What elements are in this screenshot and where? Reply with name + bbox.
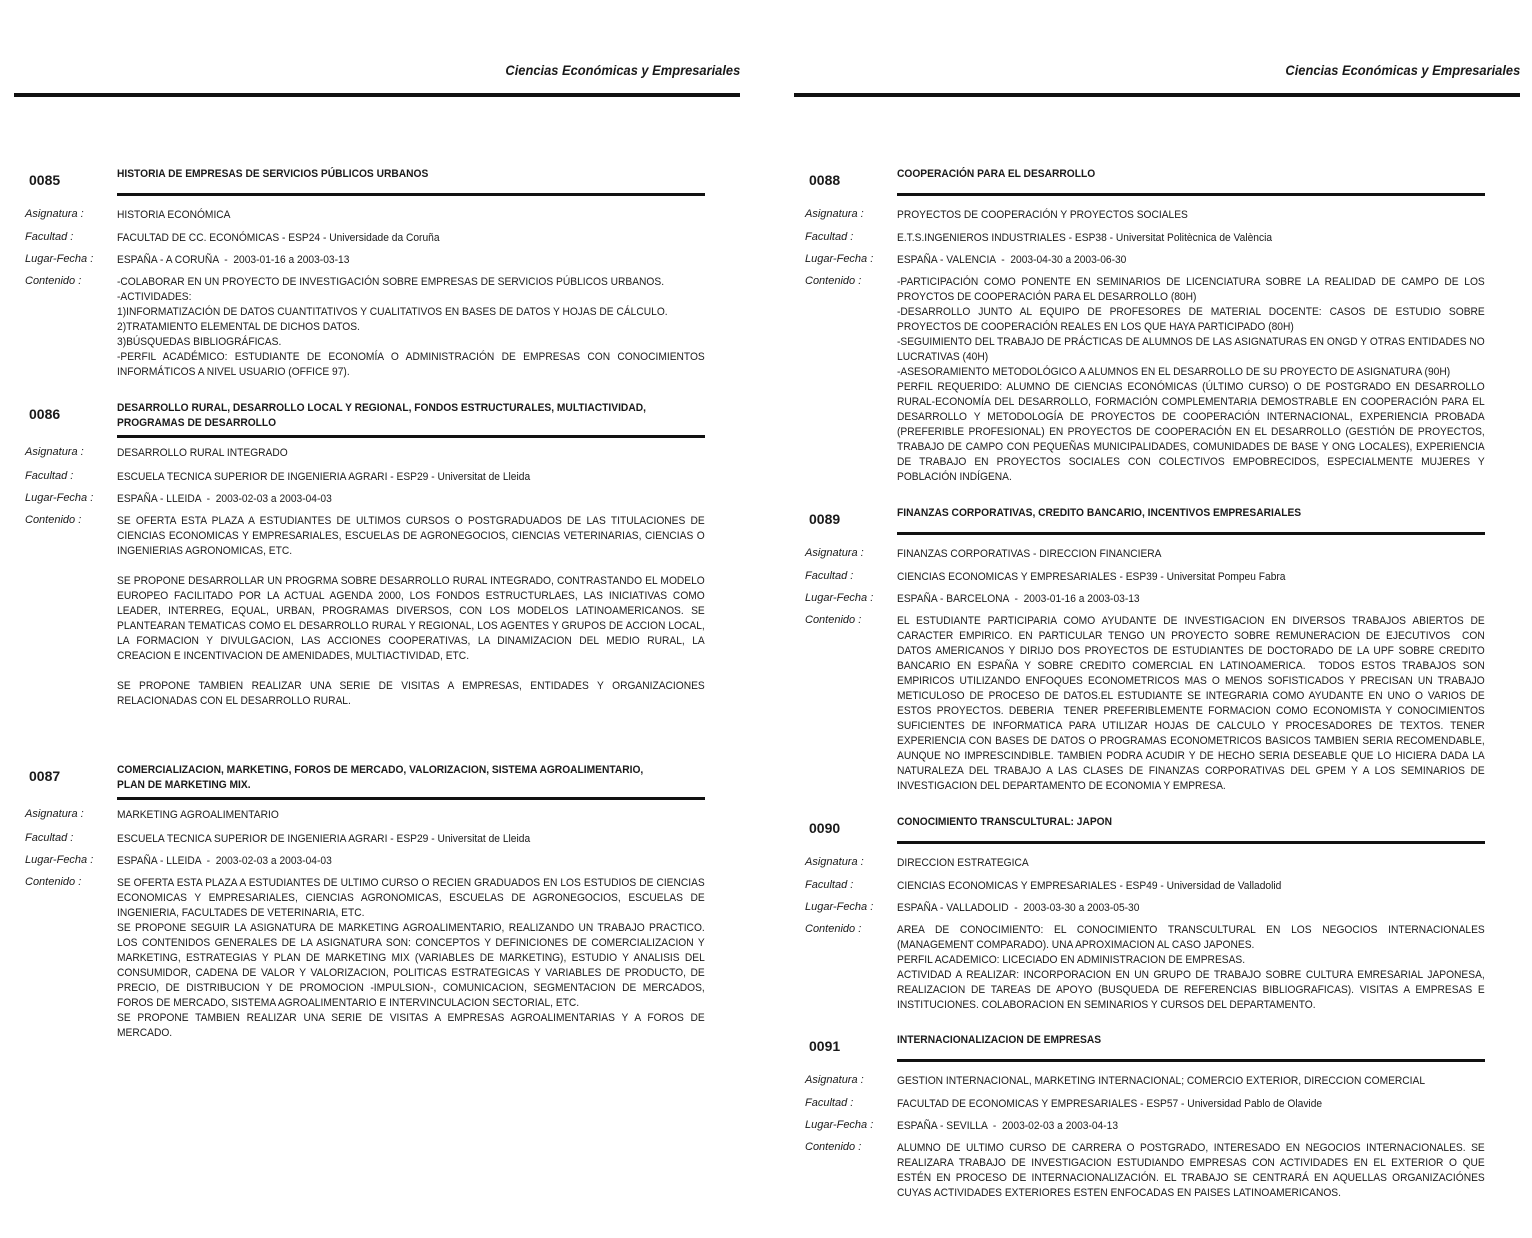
contenido-value: EL ESTUDIANTE PARTICIPARIA COMO AYUDANTE DE INVESTIGACION EN DIVERSOS TRABAJOS ABIERTOS DE CARACTER EMPIRICO. EN PARTICULAR TENGO UN PROYECTO SOBRE REMUNERACION DE EJECUTIVOS CON DATOS AMERICANOS Y DIRIJO DOS PROYECTOS DE ESTUDIANTES DE DOCTORADO DE LA UPF SOBRE CREDITO BANCARIO EN ESPAÑA Y SOBRE CREDITO COMERCIAL EN LATINOAMERICA. TODOS ESTOS TRABAJOS SON EMPIRICOS UTILIZANDO ENFOQUES ECONOMETRICOS MAS O MENOS SOFISTICADOS Y PRECISAN UN TRABAJO METICULOSO DE PROCESO DE DATOS.EL ESTUDIANTE SE INTEGRARIA COMO AYUDANTE EN UNO O VARIOS DE ESTOS PROYECTOS. DEBERIA TENER PREFERIBLEMENTE FORMACION COMO ECONOMISTA Y CONOCIMIENTOS SUFICIENTES DE INFORMATICA PARA UTILIZAR HOJAS DE CALCULO Y PROCESADORES DE TEXTOS. TENER EXPERIENCIA CON BASES DE DATOS O PROGRAMAS ECONOMETRICOS BASICOS TAMBIEN SERIA RECOMENDABLE, AUNQUE NO IMPRESCINDIBLE. TAMBIEN PODRA ACUDIR Y DE HECHO SERIA DESEABLE QUE LO HICIERA DADA LA NATURALEZA DEL TRABAJO A LAS CLASES DE FINANZAS CORPORATIVAS DEL GPEM Y A LOS SEMINARIOS DE INVESTIGACION DEL DEPARTAMENTO DE ECONOMIA Y EMPRESA. <box>897 615 1488 792</box>
entry-0087 <box>14 766 706 1041</box>
label-facultad: Facultad : <box>805 231 854 243</box>
contenido-value: AREA DE CONOCIMIENTO: EL CONOCIMIENTO TRANSCULTURAL EN LOS NEGOCIOS INTERNACIONALES (MANAGEMENT COMPARADO). UNA APROXIMACION AL CASO JAPONES. PERFIL ACADEMICO: LICECIADO EN ADMINISTRACION DE EMPRESAS. ACTIVIDAD A REALIZAR: INCORPORACION EN UN GRUPO DE TRABAJO SOBRE CULTURA EMRESARIAL JAPONESA, REALIZACION DE TAREAS DE APOYO (BUSQUEDA DE REFERENCIAS BIBLIOGRAFICAS). VISITAS A EMPRESAS E INSTITUCIONES. COLABORACION EN SEMINARIOS Y CURSOS DEL DEPARTAMENTO. <box>897 924 1485 1011</box>
entry-0089 <box>794 509 1486 794</box>
label-facultad: Facultad : <box>25 231 74 243</box>
label-facultad: Facultad : <box>805 570 854 582</box>
entry-code: 0090 <box>809 820 841 836</box>
entry-0086 <box>14 404 706 709</box>
label-contenido: Contenido : <box>805 1141 862 1153</box>
label-asignatura: Asignatura : <box>805 856 864 868</box>
title-rule <box>897 1059 1485 1062</box>
facultad-value: ESCUELA TECNICA SUPERIOR DE INGENIERIA AGRARI - ESP29 - Universitat de Lleida <box>117 471 531 483</box>
entry-title: COMERCIALIZACION, MARKETING, FOROS DE MERCADO, VALORIZACION, SISTEMA AGROALIMENTARIO, PLAN DE MARKETING MIX. <box>117 764 644 791</box>
entry-0090 <box>794 818 1486 1013</box>
label-lugar-fecha: Lugar-Fecha : <box>805 592 874 604</box>
entry-title: INTERNACIONALIZACION DE EMPRESAS <box>897 1034 1102 1046</box>
label-contenido: Contenido : <box>805 275 862 287</box>
label-lugar-fecha: Lugar-Fecha : <box>805 253 874 265</box>
label-asignatura: Asignatura : <box>805 1074 864 1086</box>
label-asignatura: Asignatura : <box>805 547 864 559</box>
label-facultad: Facultad : <box>805 1097 854 1109</box>
facultad-value: CIENCIAS ECONOMICAS Y EMPRESARIALES - ESP49 - Universidad de Valladolid <box>897 880 1282 892</box>
asignatura-value: MARKETING AGROALIMENTARIO <box>117 809 279 821</box>
title-rule <box>117 435 705 438</box>
label-lugar-fecha: Lugar-Fecha : <box>25 253 94 265</box>
entry-code: 0088 <box>809 172 841 188</box>
page-header: Ciencias Económicas y Empresariales <box>1285 62 1520 78</box>
entry-code: 0087 <box>29 768 61 784</box>
label-asignatura: Asignatura : <box>25 808 84 820</box>
entry-title: DESARROLLO RURAL, DESARROLLO LOCAL Y REGIONAL, FONDOS ESTRUCTURALES, MULTIACTIVIDAD, PROGRAMAS DE DESARROLLO <box>117 402 646 429</box>
header-rule <box>794 93 1520 97</box>
title-rule <box>897 193 1485 196</box>
label-lugar-fecha: Lugar-Fecha : <box>25 854 94 866</box>
label-asignatura: Asignatura : <box>805 208 864 220</box>
lugar-fecha-value: ESPAÑA - A CORUÑA - 2003-01-16 a 2003-03-13 <box>117 254 350 266</box>
contenido-value: -PARTICIPACIÓN COMO PONENTE EN SEMINARIOS DE LICENCIATURA SOBRE LA REALIDAD DE CAMPO DE LOS PROYCTOS DE COOPERACIÓN PARA EL DESARROLLO (80H) -DESARROLLO JUNTO AL EQUIPO DE PROFESORES DE MATERIAL DOCENTE: CASOS DE ESTUDIO SOBRE PROYECTOS DE COOPERACIÓN REALES EN LOS QUE HAYA PARTICIPADO (80H) -SEGUIMIENTO DEL TRABAJO DE PRÁCTICAS DE ALUMNOS DE LAS ASIGNATURAS EN ONGD Y OTRAS ENTIDADES NO LUCRATIVAS (40H) -ASESORAMIENTO METODOLÓGICO A ALUMNOS EN EL DESARROLLO DE SU PROYECTO DE ASIGNATURA (90H) PERFIL REQUERIDO: ALUMNO DE CIENCIAS ECONÓMICAS (ÚLTIMO CURSO) O DE POSTGRADO EN DESARROLLO RURAL-ECONOMÍA DEL DESARROLLO, FORMACIÓN COMPLEMENTARIA DEMOSTRABLE EN COOPERACIÓN PARA EL DESARROLLO Y METODOLOGÍA DE PROYECTOS DE COOPERACIÓN INTERNACIONAL, EXPERIENCIA PROBADA (PREFERIBLE PROFESIONAL) EN PROYECTOS DE COOPERACIÓN EN EL DESARROLLO (GESTIÓN DE PROYECTOS, TRABAJO DE CAMPO CON PEQUEÑAS MUNICIPALIDADES, COMUNIDADES DE BASE Y ONG LOCALES), EXPERIENCIA DE TRABAJO EN PROYECTOS SOCIALES CON COLECTIVOS EMPOBRECIDOS, ESPECIALMENTE MUJERES Y POBLACIÓN INDÍGENA. <box>897 276 1485 483</box>
entry-code: 0086 <box>29 406 61 422</box>
right-page <box>794 0 1520 1238</box>
lugar-fecha-value: ESPAÑA - LLEIDA - 2003-02-03 a 2003-04-03 <box>117 493 332 505</box>
header-rule <box>14 93 740 97</box>
entry-title: HISTORIA DE EMPRESAS DE SERVICIOS PÚBLICOS URBANOS <box>117 168 429 180</box>
asignatura-value: DESARROLLO RURAL INTEGRADO <box>117 447 288 459</box>
facultad-value: ESCUELA TECNICA SUPERIOR DE INGENIERIA AGRARI - ESP29 - Universitat de Lleida <box>117 833 531 845</box>
label-lugar-fecha: Lugar-Fecha : <box>25 492 94 504</box>
label-contenido: Contenido : <box>805 614 862 626</box>
lugar-fecha-value: ESPAÑA - VALLADOLID - 2003-03-30 a 2003-05-30 <box>897 902 1140 914</box>
title-rule <box>117 193 705 196</box>
entry-title: COOPERACIÓN PARA EL DESARROLLO <box>897 168 1096 180</box>
label-lugar-fecha: Lugar-Fecha : <box>805 1119 874 1131</box>
asignatura-value: DIRECCION ESTRATEGICA <box>897 857 1029 869</box>
label-facultad: Facultad : <box>805 879 854 891</box>
asignatura-value: GESTION INTERNACIONAL, MARKETING INTERNACIONAL; COMERCIO EXTERIOR, DIRECCION COMERCIAL <box>897 1075 1426 1087</box>
contenido-value: SE OFERTA ESTA PLAZA A ESTUDIANTES DE ULTIMO CURSO O RECIEN GRADUADOS EN LOS ESTUDIOS DE CIENCIAS ECONOMICAS Y EMPRESARIALES, CIENCIAS AGRONOMICAS, ESCUELAS DE AGRONEGOCIOS, ESCUELAS DE INGENIERIA, FACULTADES DE VETERINARIA, ETC. SE PROPONE SEGUIR LA ASIGNATURA DE MARKETING AGROALIMENTARIO, REALIZANDO UN TRABAJO PRACTICO. LOS CONTENIDOS GENERALES DE LA ASIGNATURA SON: CONCEPTOS Y DEFINICIONES DE COMERCIALIZACION Y MARKETING, ESTRATEGIAS Y PLAN DE MARKETING MIX (VARIABLES DE MARKETING), ESTUDIO Y ANALISIS DEL CONSUMIDOR, CADENA DE VALOR Y VALORIZACION, POLITICAS ESTRATEGICAS Y VARIABLES DE PRODUCTO, DE PRECIO, DE DISTRIBUCION Y DE PROMOCION -IMPULSION-, COMUNICACION, SEGMENTACION DE MERCADOS, FOROS DE MERCADO, SISTEMA AGROALIMENTARIO E INTERVINCULACION SECTORIAL, ETC. SE PROPONE TAMBIEN REALIZAR UNA SERIE DE VISITAS A EMPRESAS AGROALIMENTARIAS Y A FOROS DE MERCADO. <box>117 877 705 1039</box>
entry-0085 <box>14 170 706 380</box>
entry-code: 0089 <box>809 511 841 527</box>
title-rule <box>897 532 1485 535</box>
lugar-fecha-value: ESPAÑA - VALENCIA - 2003-04-30 a 2003-06-30 <box>897 254 1127 266</box>
page-header: Ciencias Económicas y Empresariales <box>505 62 740 78</box>
label-contenido: Contenido : <box>25 876 82 888</box>
asignatura-value: HISTORIA ECONÓMICA <box>117 209 231 221</box>
entry-code: 0085 <box>29 172 61 188</box>
facultad-value: CIENCIAS ECONOMICAS Y EMPRESARIALES - ESP39 - Universitat Pompeu Fabra <box>897 571 1286 583</box>
facultad-value: E.T.S.INGENIEROS INDUSTRIALES - ESP38 - Universitat Politècnica de València <box>897 232 1273 244</box>
title-rule <box>897 841 1485 844</box>
label-asignatura: Asignatura : <box>25 208 84 220</box>
label-contenido: Contenido : <box>805 923 862 935</box>
label-facultad: Facultad : <box>25 832 74 844</box>
contenido-value: -COLABORAR EN UN PROYECTO DE INVESTIGACIÓN SOBRE EMPRESAS DE SERVICIOS PÚBLICOS URBANOS. -ACTIVIDADES: 1)INFORMATIZACIÓN DE DATOS CUANTITATIVOS Y CUALITATIVOS EN BASES DE DATOS Y HOJAS DE CÁLCULO. 2)TRATAMIENTO ELEMENTAL DE DICHOS DATOS. 3)BÚSQUEDAS BIBLIOGRÁFICAS. -PERFIL ACADÉMICO: ESTUDIANTE DE ECONOMÍA O ADMINISTRACIÓN DE EMPRESAS CON CONOCIMIENTOS INFORMÁTICOS A NIVEL USUARIO (OFFICE 97). <box>117 276 705 378</box>
label-lugar-fecha: Lugar-Fecha : <box>805 901 874 913</box>
entry-title: FINANZAS CORPORATIVAS, CREDITO BANCARIO, INCENTIVOS EMPRESARIALES <box>897 507 1302 519</box>
lugar-fecha-value: ESPAÑA - BARCELONA - 2003-01-16 a 2003-03-13 <box>897 593 1140 605</box>
entry-code: 0091 <box>809 1038 841 1054</box>
facultad-value: FACULTAD DE CC. ECONÓMICAS - ESP24 - Universidade da Coruña <box>117 232 440 244</box>
label-facultad: Facultad : <box>25 470 74 482</box>
facultad-value: FACULTAD DE ECONOMICAS Y EMPRESARIALES - ESP57 - Universidad Pablo de Olavide <box>897 1098 1323 1110</box>
label-contenido: Contenido : <box>25 275 82 287</box>
entry-0088 <box>794 170 1486 485</box>
lugar-fecha-value: ESPAÑA - LLEIDA - 2003-02-03 a 2003-04-03 <box>117 855 332 867</box>
lugar-fecha-value: ESPAÑA - SEVILLA - 2003-02-03 a 2003-04-13 <box>897 1120 1119 1132</box>
asignatura-value: PROYECTOS DE COOPERACIÓN Y PROYECTOS SOCIALES <box>897 209 1188 221</box>
contenido-value: SE OFERTA ESTA PLAZA A ESTUDIANTES DE ULTIMOS CURSOS O POSTGRADUADOS DE LAS TITULACIONES DE CIENCIAS ECONOMICAS Y EMPRESARIALES, ESCUELAS DE AGRONEGOCIOS, CIENCIAS VETERINARIAS, CIENCIAS O INGENIERIAS AGRONOMICAS, ETC. SE PROPONE DESARROLLAR UN PROGRMA SOBRE DESARROLLO RURAL INTEGRADO, CONTRASTANDO EL MODELO EUROPEO FACILITADO POR LA ACTUAL AGENDA 2000, LOS FONDOS ESTRUCTURLAES, LAS INICIATIVAS COMO LEADER, INTERREG, EQUAL, URBAN, PROGRAMAS DIVERSOS, CON LOS MODELOS LATINOAMERICANOS. SE PLANTEARAN TEMATICAS COMO EL DESARROLLO RURAL Y REGIONAL, LOS AGENTES Y GRUPOS DE ACCION LOCAL, LA FORMACION Y DIVULGACION, LAS ACCIONES COOPERATIVAS, LA DINAMIZACION DEL MEDIO RURAL, LA CREACION E INCENTIVACION DE AMENIDADES, MULTIACTIVIDAD, ETC. SE PROPONE TAMBIEN REALIZAR UNA SERIE DE VISITAS A EMPRESAS, ENTIDADES Y ORGANIZACIONES RELACIONADAS CON EL DESARROLLO RURAL. <box>117 515 705 707</box>
entry-0091 <box>794 1036 1486 1201</box>
contenido-value: ALUMNO DE ULTIMO CURSO DE CARRERA O POSTGRADO, INTERESADO EN NEGOCIOS INTERNACIONALES. SE REALIZARA TRABAJO DE INVESTIGACION ESTUDIANDO EMPRESAS CON ACTIVIDADES EN EL EXTERIOR O QUE ESTÉN EN PROCESO DE INTERNACIONALIZACIÓN. EL TRABAJO SE CENTRARÁ EN AQUELLAS ORGANIZACIÓNES CUYAS ACTIVIDADES EXTERIORES ESTEN ENFOCADAS EN PAISES LATINOAMERICANOS. <box>897 1142 1488 1199</box>
left-page <box>14 0 740 1238</box>
asignatura-value: FINANZAS CORPORATIVAS - DIRECCION FINANCIERA <box>897 548 1162 560</box>
title-rule <box>117 797 705 800</box>
entry-title: CONOCIMIENTO TRANSCULTURAL: JAPON <box>897 816 1113 828</box>
label-asignatura: Asignatura : <box>25 446 84 458</box>
label-contenido: Contenido : <box>25 514 82 526</box>
